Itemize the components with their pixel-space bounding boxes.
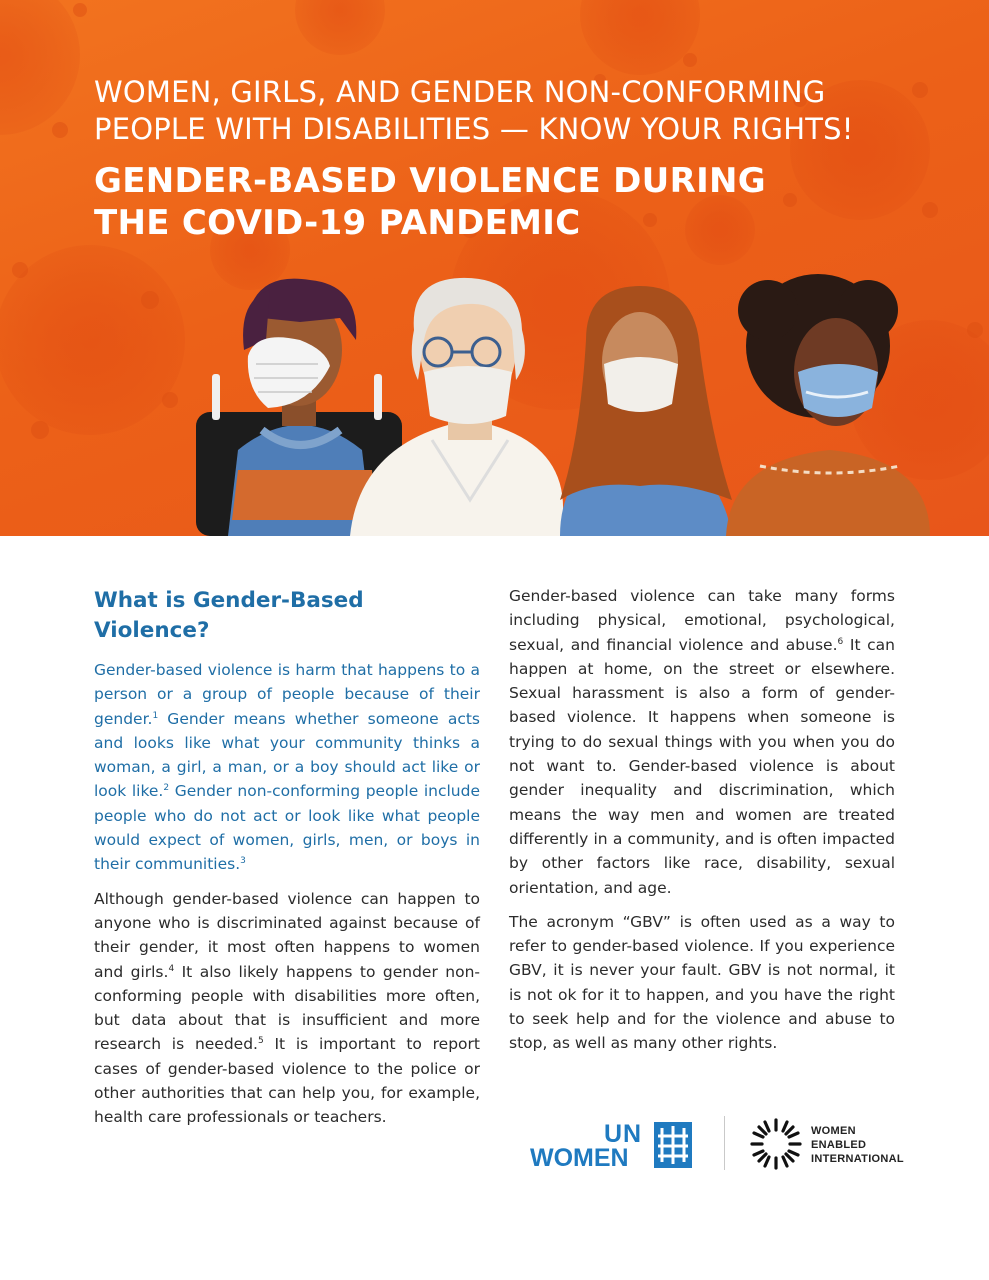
wei-line-3: INTERNATIONAL	[811, 1153, 904, 1165]
body-paragraph	[94, 887, 480, 1130]
forms-text-1: Gender-based violence can take many forms including physical, emotional, psychological, sexual, and financial violence and abuse.	[509, 587, 895, 654]
kicker-line-2: PEOPLE WITH DISABILITIES — KNOW YOUR RIGHTS!	[94, 112, 854, 146]
footnote-ref-1[interactable]: 1	[152, 710, 159, 721]
definition-text-3: Gender non-conforming people include people who do not act or look like what people would expect of women, girls, men, or boys in their communities.	[94, 782, 480, 874]
title-line-2: THE COVID-19 PANDEMIC	[94, 203, 581, 243]
footnote-ref-2[interactable]: 2	[163, 783, 170, 794]
un-women-emblem-icon	[654, 1122, 692, 1168]
footnote-ref-6[interactable]: 6	[837, 636, 844, 647]
forms-text-2: It can happen at home, on the street or elsewhere. Sexual harassment is also a form of gender-based violence. It happens when someone is trying to do sexual things with you when you do not want to. Gender-based violence is about gender inequality and discrimination, which means the way men and women are treated differently in a community, and is often impacted by other factors like race, disability, sexual orientation, and age.	[509, 635, 895, 897]
definition-text-1: Gender-based violence is harm that happens to a person or a group of people because of their gender.	[94, 661, 480, 728]
un-women-logo-line-2: WOMEN	[530, 1144, 629, 1172]
gbv-acronym-paragraph: The acronym “GBV” is often used as a way to refer to gender-based violence. If you experience GBV, it is never your fault. GBV is not normal, it is not ok for it to happen, and you have the right to seek help and for the violence and abuse to stop, as well as many other rights.	[509, 912, 895, 1053]
un-women-logo-line-1: UN	[604, 1120, 643, 1148]
person-woman-hijab	[560, 286, 732, 536]
definition-text-2: Gender means whether someone acts and looks like what your community thinks a woman, a girl, a man, or a boy should act like or look like.	[94, 709, 480, 801]
wei-wordmark	[811, 1124, 904, 1166]
right-column	[509, 584, 895, 1066]
title-line-1: GENDER-BASED VIOLENCE DURING	[94, 161, 766, 201]
people-illustration	[0, 0, 989, 536]
definition-paragraph	[94, 658, 480, 877]
hero-banner	[0, 0, 989, 536]
person-woman-curly-hair	[726, 274, 930, 536]
kicker-line-1: WOMEN, GIRLS, AND GENDER NON-CONFORMING	[94, 75, 826, 109]
left-column	[94, 584, 480, 1140]
wei-line-2: ENABLED	[811, 1139, 867, 1151]
wei-line-1: WOMEN	[811, 1125, 856, 1137]
body-text-1: Although gender-based violence can happen to anyone who is discriminated against because of their gender, it most often happens to women and girls.	[94, 889, 480, 981]
body-text-3: It is important to report cases of gender-based violence to the police or other authorities that can help you, for example, health care professionals or teachers.	[94, 1035, 480, 1127]
starburst-icon	[748, 1116, 804, 1172]
footnote-ref-4[interactable]: 4	[168, 963, 175, 974]
logo-divider	[724, 1116, 725, 1170]
footer-logos	[530, 1112, 910, 1176]
forms-paragraph	[509, 584, 895, 900]
footnote-ref-3[interactable]: 3	[240, 856, 246, 867]
footnote-ref-5[interactable]: 5	[257, 1036, 264, 1047]
section-heading: What is Gender-Based Violence?	[94, 588, 364, 643]
body-text-2: It also likely happens to gender non-conforming people with disabilities more often, but data about that is insufficient and more research is needed.	[94, 962, 480, 1054]
